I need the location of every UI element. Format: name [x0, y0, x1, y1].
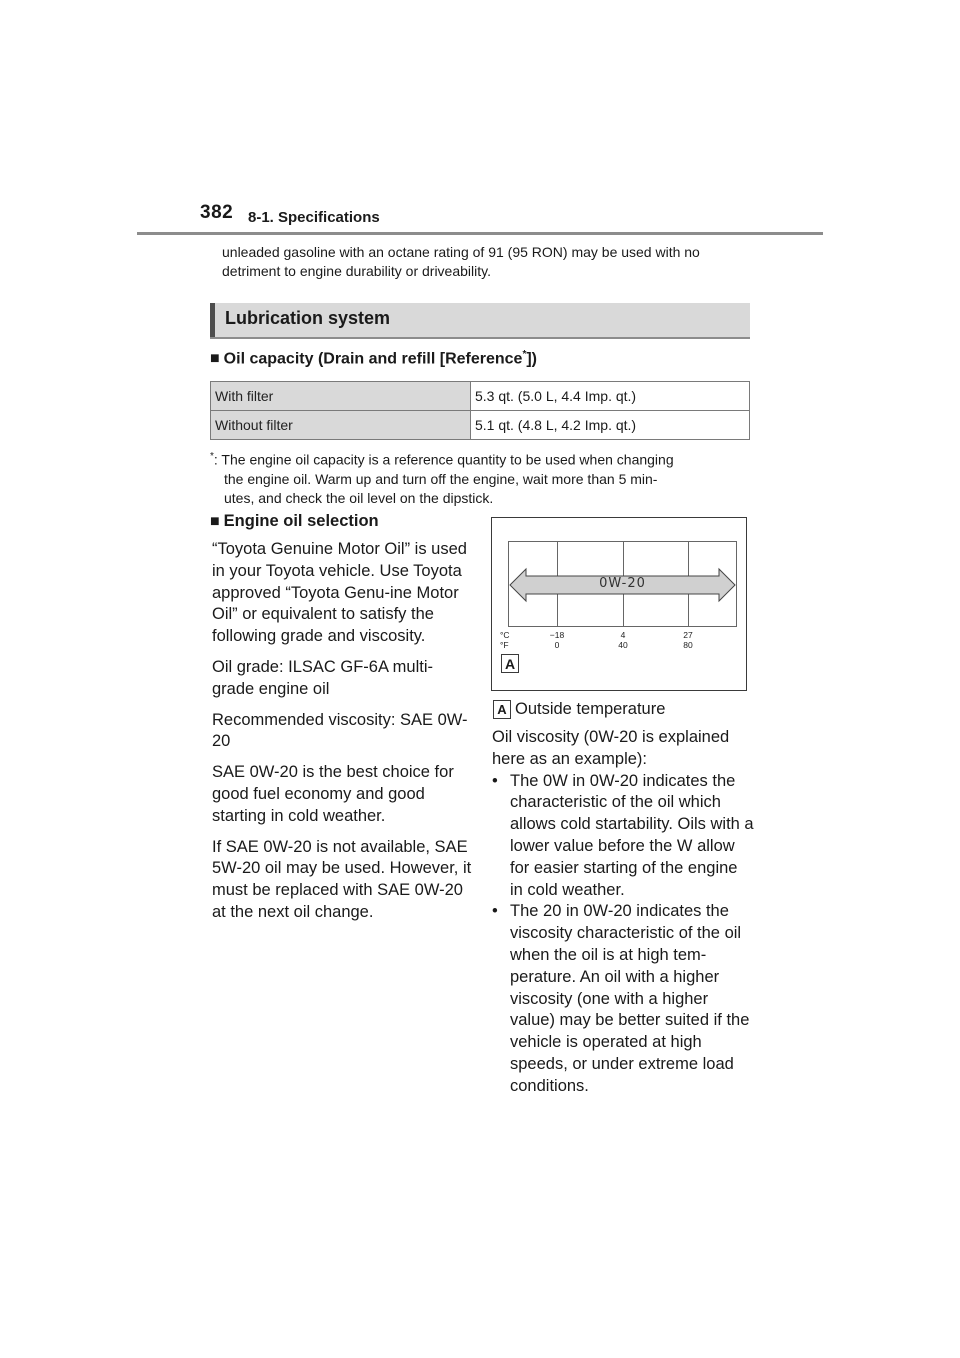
callout-a-text: Outside temperature [515, 700, 666, 718]
table-row [211, 411, 750, 440]
square-bullet-icon: ■ [210, 513, 220, 530]
celsius-unit: °C [500, 630, 510, 640]
temp-celsius: 4 [620, 630, 626, 640]
temperature-units [500, 630, 510, 650]
footnote: *: The engine oil capacity is a reference quantity to be used when changing the engine oil. Warm up and turn off the engine, wait more than 5 min- utes, and check the oil level on the dipstick. [210, 451, 674, 506]
temperature-mark [542, 630, 572, 650]
temp-fahrenheit: 40 [618, 640, 628, 650]
footnote-asterisk: * [210, 451, 214, 462]
intro-paragraph: unleaded gasoline with an octane rating of 91 (95 RON) may be used with no detriment to engine durability or driveability. [222, 244, 700, 279]
bullet-icon: • [492, 902, 498, 921]
temp-fahrenheit: 0 [554, 640, 560, 650]
paragraph: Recommended viscosity: SAE 0W-20 [212, 710, 468, 751]
oil-capacity-heading: ■ Oil capacity (Drain and refill [Reference*]) [210, 349, 537, 368]
engine-oil-heading: ■ Engine oil selection [210, 512, 379, 530]
temperature-mark [673, 630, 703, 650]
list-item: • The 0W in 0W-20 indicates the characteristic of the oil which allows cold startability. Oils with a lower value before the W allow for easier starting of the engine in cold weather. [492, 771, 754, 899]
paragraph: If SAE 0W-20 is not available, SAE 5W-20 oil may be used. However, it must be replaced with SAE 0W-20 at the next oil change. [212, 837, 472, 921]
table-cell-label: Without filter [211, 411, 471, 440]
oil-capacity-table [210, 381, 750, 440]
engine-oil-text [212, 539, 472, 933]
lubrication-section-title: Lubrication system [225, 308, 391, 328]
viscosity-grade-label: 0W-20 [599, 576, 646, 591]
temp-celsius: −18 [549, 630, 565, 640]
paragraph: Oil grade: ILSAC GF-6A multi-grade engine oil [212, 657, 433, 698]
lubrication-divider [210, 337, 750, 339]
square-bullet-icon: ■ [210, 350, 220, 368]
viscosity-intro: Oil viscosity (0W-20 is explained here as an example): [492, 728, 730, 768]
temp-fahrenheit: 80 [683, 640, 693, 650]
section-title: 8-1. Specifications [248, 209, 380, 226]
asterisk-mark: * [522, 349, 527, 360]
table-cell-label: With filter [211, 382, 471, 411]
temp-celsius: 27 [683, 630, 693, 640]
lubrication-section-bar [210, 303, 750, 337]
diagram-callout-a: A [501, 654, 519, 673]
temperature-mark [608, 630, 638, 650]
paragraph: SAE 0W-20 is the best choice for good fuel economy and good starting in cold weather. [212, 763, 454, 825]
page-number: 382 [200, 202, 234, 223]
viscosity-list [492, 771, 754, 1098]
paragraph: “Toyota Genuine Motor Oil” is used in your Toyota vehicle. Use Toyota approved “Toyota Genu-ine Motor Oil” or equivalent to satisfy the following grade and viscosity. [212, 540, 467, 646]
list-item: • The 20 in 0W-20 indicates the viscosity characteristic of the oil when the oil is at high tem-perature. An oil with a higher viscosity (one with a higher value) may be better suited if the vehicle is operated at high speeds, or under extreme load conditions. [492, 902, 750, 1095]
header-divider [137, 232, 823, 235]
callout-a-marker: A [493, 700, 511, 719]
table-cell-value: 5.1 qt. (4.8 L, 4.2 Imp. qt.) [471, 411, 750, 440]
table-row [211, 382, 750, 411]
bullet-icon: • [492, 771, 498, 790]
viscosity-explanation [492, 727, 754, 1098]
table-cell-value: 5.3 qt. (5.0 L, 4.4 Imp. qt.) [471, 382, 750, 411]
fahrenheit-unit: °F [500, 640, 509, 650]
